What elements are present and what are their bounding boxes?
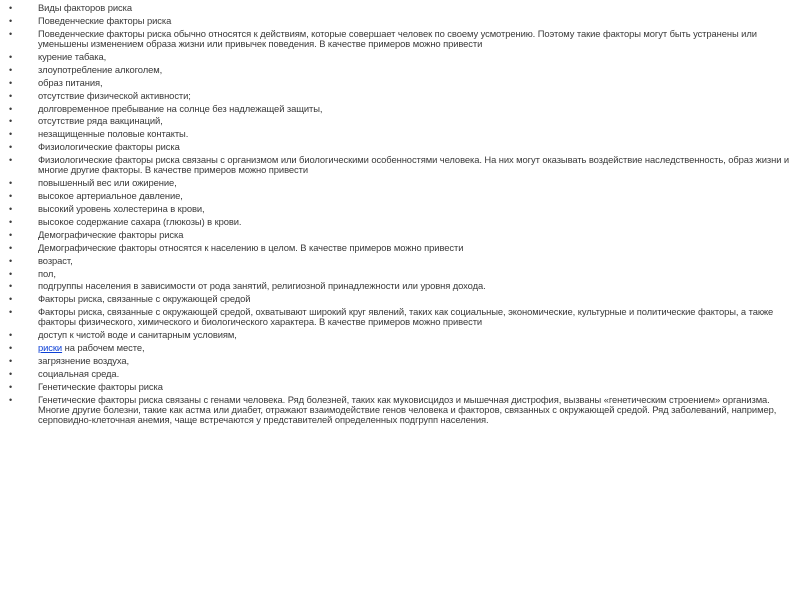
list-item — [0, 141, 790, 154]
list-item — [0, 368, 790, 381]
bullet-icon: • — [9, 394, 13, 405]
list-item-text: доступ к чистой воде и санитарным условиям, — [38, 329, 237, 341]
bullet-icon: • — [9, 191, 13, 202]
bullet-icon: • — [9, 216, 13, 227]
list-item — [0, 2, 790, 15]
bullet-icon: • — [9, 356, 13, 367]
list-item-text: Генетические факторы риска — [38, 380, 163, 392]
bullet-icon: • — [9, 64, 13, 75]
list-item — [0, 242, 790, 255]
bullet-icon: • — [9, 15, 13, 26]
list-item — [0, 115, 790, 128]
bullet-icon: • — [9, 330, 13, 341]
list-item — [0, 342, 790, 355]
bullet-icon: • — [9, 3, 13, 13]
bullet-icon: • — [9, 268, 13, 279]
list-item-text: загрязнение воздуха, — [38, 355, 130, 367]
list-item — [0, 154, 790, 177]
bullet-icon: • — [9, 242, 13, 253]
list-item — [0, 190, 790, 203]
list-item-text: пол, — [38, 267, 56, 279]
list-item — [0, 90, 790, 103]
list-item — [0, 216, 790, 229]
list-item — [0, 255, 790, 268]
bullet-icon: • — [9, 51, 13, 62]
list-item-text: долговременное пребывание на солнце без надлежащей защиты, — [38, 102, 323, 114]
risk-factors-list — [0, 2, 790, 427]
bullet-icon: • — [9, 307, 13, 318]
bullet-icon: • — [9, 281, 13, 292]
bullet-icon: • — [9, 28, 13, 39]
bullet-icon: • — [9, 90, 13, 101]
bullet-icon: • — [9, 77, 13, 88]
list-item — [0, 280, 790, 293]
bullet-icon: • — [9, 204, 13, 215]
list-item — [0, 394, 790, 427]
bullet-icon: • — [9, 294, 13, 305]
list-item-text: злоупотребление алкоголем, — [38, 63, 163, 75]
risks-link[interactable]: риски — [38, 342, 63, 354]
bullet-icon: • — [9, 142, 13, 153]
list-item — [0, 329, 790, 342]
list-item-text: высокое содержание сахара (глюкозы) в крови. — [38, 215, 242, 227]
bullet-icon: • — [9, 103, 13, 114]
bullet-icon: • — [9, 381, 13, 392]
list-item-text: Демографические факторы относятся к населению в целом. В качестве примеров можно привести — [38, 241, 464, 253]
list-item — [0, 51, 790, 64]
bullet-icon: • — [9, 178, 13, 189]
list-item-text: Виды факторов риска — [38, 2, 132, 13]
list-item — [0, 306, 790, 329]
list-item-text: возраст, — [38, 254, 73, 266]
list-item-text: Генетические факторы риска связаны с генами человека. Ряд болезней, таких как муковисцидоз и мышечная дистрофия, вызваны «генетическим строением» организма. Многие другие болезни, такие как астма или диабет, отражают взаимодействие генов человека и факторов, связанных с окружающей средой. Ряд заболеваний, например, серповидно-клеточная анемия, чаще встречаются у представителей определенных подгрупп населения. — [38, 393, 777, 426]
list-item-text: Физиологические факторы риска — [38, 141, 180, 153]
list-item-text: повышенный вес или ожирение, — [38, 177, 177, 189]
list-item-text: отсутствие физической активности; — [38, 89, 191, 101]
bullet-icon: • — [9, 116, 13, 127]
list-item-text: на рабочем месте, — [62, 342, 145, 354]
list-item-text: высокое артериальное давление, — [38, 190, 183, 202]
list-item-text: незащищенные половые контакты. — [38, 128, 189, 140]
list-item-text: Поведенческие факторы риска обычно относятся к действиям, которые совершает человек по своему усмотрению. Поэтому такие факторы могут быть устранены или уменьшены изменением образа жизни или привычек поведения. В качестве примеров можно привести — [38, 27, 757, 50]
list-item — [0, 355, 790, 368]
list-item-text: Демографические факторы риска — [38, 228, 184, 240]
list-item — [0, 229, 790, 242]
list-item — [0, 268, 790, 281]
list-item — [0, 381, 790, 394]
list-item — [0, 28, 790, 51]
bullet-icon: • — [9, 369, 13, 380]
bullet-icon: • — [9, 155, 13, 166]
list-item-text: высокий уровень холестерина в крови, — [38, 203, 205, 215]
list-item-text: Факторы риска, связанные с окружающей средой, охватывают широкий круг явлений, таких как социальные, экономические, культурные и политические факторы, а также факторы физического, химического и биологического характера. В качестве примеров можно привести — [38, 306, 774, 328]
list-item — [0, 128, 790, 141]
bullet-icon: • — [9, 255, 13, 266]
list-item — [0, 15, 790, 28]
list-item-text: Поведенческие факторы риска — [38, 14, 172, 26]
list-item — [0, 177, 790, 190]
list-item — [0, 64, 790, 77]
bullet-icon: • — [9, 129, 13, 140]
list-item-text: социальная среда. — [38, 368, 120, 380]
list-item — [0, 203, 790, 216]
list-item — [0, 293, 790, 306]
list-item-text: курение табака, — [38, 50, 107, 62]
list-item-text: отсутствие ряда вакцинаций, — [38, 115, 163, 127]
list-item-text: Факторы риска, связанные с окружающей средой — [38, 293, 251, 305]
list-item-text: подгруппы населения в зависимости от рода занятий, религиозной принадлежности или уровня дохода. — [38, 280, 486, 292]
list-item — [0, 77, 790, 90]
list-item — [0, 103, 790, 116]
list-item-text: Физиологические факторы риска связаны с организмом или биологическими особенностями человека. На них могут оказывать воздействие наследственность, образ жизни и многие другие факторы. В качестве примеров можно привести — [38, 154, 790, 176]
bullet-icon: • — [9, 343, 13, 354]
bullet-icon: • — [9, 229, 13, 240]
list-item-text: образ питания, — [38, 76, 103, 88]
